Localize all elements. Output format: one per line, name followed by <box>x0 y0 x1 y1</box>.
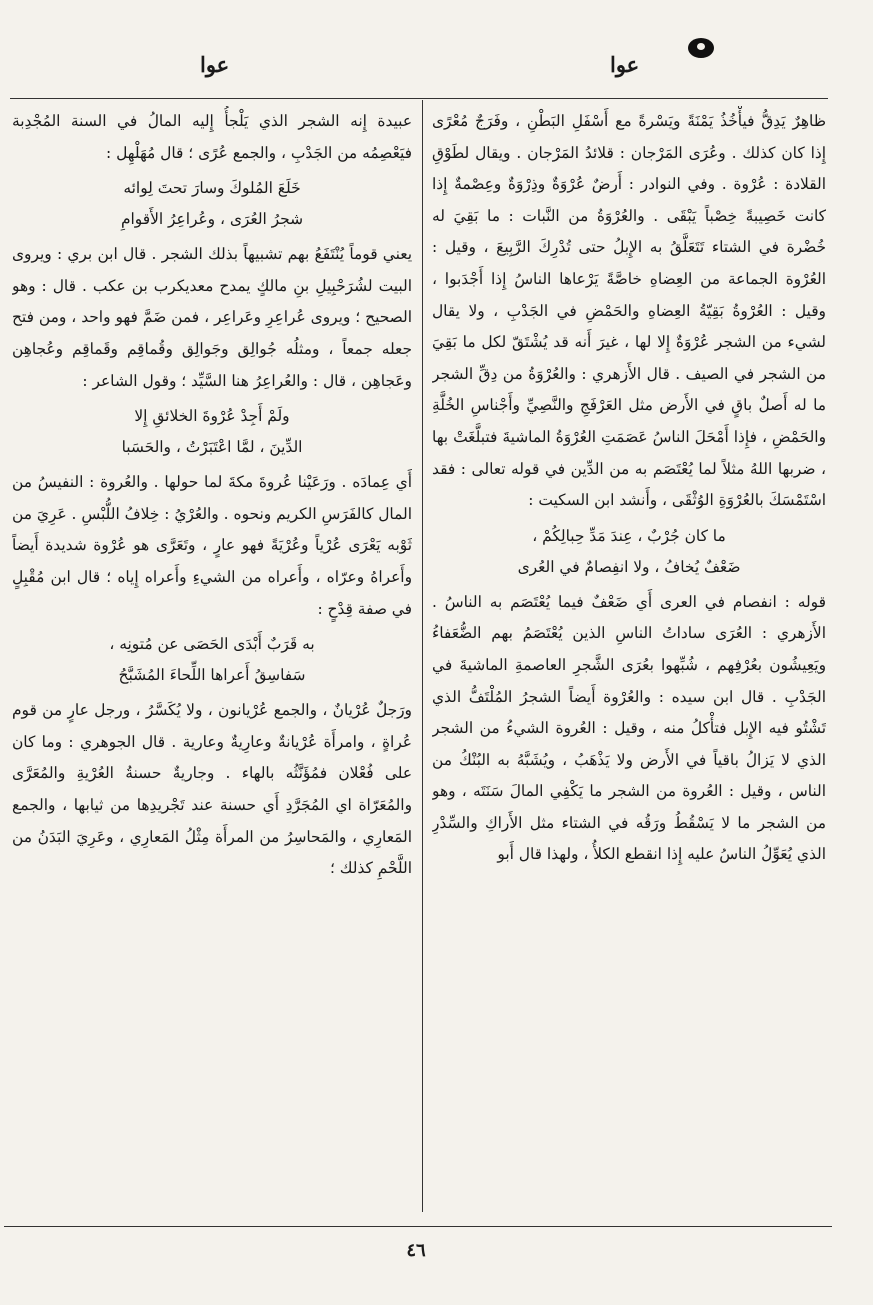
verse-block <box>12 629 412 691</box>
verse-block <box>12 173 412 235</box>
left-column <box>12 106 412 1206</box>
paragraph: قوله : انفصام في العرى أَي ضَعْفٌ فيما يُعْتَصَم به الناسُ . الأَزهري : العُرَى ساداتُ الناسِ الذين يُعْتَصَمُ بهم الضُّعَفاءُ ويَعِيشُون بعُرْفِهم ، شُبِّهوا بعُرَى الشَّجرِ العاصمةِ الماشيةَ في الجَدْبِ . قال ابن سيده : والعُرْوة أَيضاً الشجرُ المُلْتَفُّ الذي تَشْتُو فيه الإِبل فتأْكلُ منه ، وقيل : العُروة الشيءُ من الشجر الذي لا يَزالُ باقياً في الأَرض ولا يَذْهَبُ ، ويُشَبَّهُ به البُنْكُ من الناس ، وقيل : العُروة من الشجر ما يَكْفِي المالَ سَنَتَه ، وهو من الشجر ما لا يَسْقُطُ ورَقُه في الشتاء مثل الأَراكِ والسِّدْرِ الذي يُعَوِّلُ الناسُ عليه إِذا انقطع الكلأُ ، ولهذا قال أَبو <box>432 592 826 864</box>
verse-line: الدِّينَ ، لمَّا اعْتَبَرْتُ ، والحَسَبا <box>121 438 303 457</box>
verse-line: شجرُ العُرَى ، وعُراعِرُ الأَقوامِ <box>120 210 303 229</box>
verse-line: ضَعْفٌ يُخافُ ، ولا انفِصامٌ في العُرى <box>517 557 741 576</box>
running-head-right: عوا <box>610 52 640 77</box>
footer-rule <box>4 1226 832 1227</box>
paragraph: أَي عِمادَه . ورَعَيْنا عُروةَ مكةَ لما حولها . والعُروة : النفيسُ من المال كالفَرَسِ الكريم ونحوه . والعُرْيُ : خِلافُ اللُّبْسِ . عَرِيَ من ثَوْبه يَعْرَى عُرْياً وعُرْيَةً فهو عارٍ ، وتَعَرَّى هو عُرْوة شديدة أَيضاً وأَعراهُ وعرّاه ، وأَعراه من الشيءِ وأَعراه إِياه ؛ قال ابن مُقْبِلٍ في صفة قِدْحٍ : <box>12 473 412 618</box>
paragraph: عبيدة إِنه الشجر الذي يَلْجأُ إِليه المالُ في السنة المُجْدِبة فيَعْصِمُه من الجَدْبِ ، والجمع عُرًى ؛ قال مُهَلْهِل : <box>12 112 412 162</box>
verse-line: سَفاسِقُ أَعراها اللِّحاءَ المُشَبَّحُ <box>118 666 306 685</box>
verse-block <box>432 521 826 583</box>
verse-line: خَلَعَ المُلوكَ وسارَ تحتَ لِوائه <box>123 179 301 198</box>
running-head-left: عوا <box>200 52 230 77</box>
verse-block <box>12 401 412 463</box>
ink-blot-icon <box>688 38 714 58</box>
paragraph: يعني قوماً يُنْتَفَعُ بهم تشبيهاً بذلك الشجر . قال ابن بري : ويروى البيت لشُرَحْبِيلِ بنِ مالكٍ يمدح معديكرب بن عكب . قال : وهو الصحيح ؛ ويروى عُراعِرِ وعَراعِر ، فمن ضَمَّ فهو واحد ، ومن فتح جعله جمعاً ، ومثلُه جُوالِق وجَوالِق وقُماقِم وقَماقِم وعُجاهِن وعَجاهِن ، قال : والعُراعِرُ هنا السَّيِّد ؛ وقول الشاعر : <box>12 245 412 390</box>
page-number: ٤٦ <box>406 1240 426 1261</box>
verse-line: به قَرَبٌ أَبْدَى الحَصَى عن مُتونِه ، <box>109 635 315 654</box>
verse-line: ولَمْ أَجِدْ عُرْوةَ الخلائقِ إِلا <box>134 407 290 426</box>
paragraph: ظاهِرٌ يَدِقُّ فيأْخُذُ يَمْنَةً ويَسْرةً مع أَسْفَلِ البَطْنِ ، وفَرَجٌ مُعْرًى إِذا كان كذلك . وعُرَى المَرْجان : قلائدُ المَرْجان . ويقال لطَوْقِ القلادة : عُرْوة . وفي النوادر : أَرضٌ عُرْوَةٌ وذِرْوَةٌ وعِصْمةٌ إِذا كانت خَصِيبةً خِصْباً يَبْقَى . والعُرْوَةُ من النَّبات : ما بَقِيَ له خُضْرة في الشتاء تَتَعَلَّقُ به الإِبلُ حتى تُدْرِكَ الرَّبِيعَ ، وقيل : العُرْوة الجماعة من العِضاهِ خاصَّةً يَرْعاها الناسُ إِذا أَجْدَبوا ، وقيل : العُرْوةُ بَقِيّةُ العِضاهِ والحَمْضِ في الجَدْبِ ، ولا يقال لشيء من الشجر عُرْوَةٌ إِلا لها ، غيرَ أَنه قد يُشْتَقّ لكل ما بَقِيَ من الشجر في الصيف . قال الأَزهري : والعُرْوَةُ من دِقِّ الشجر ما له أَصلٌ باقٍ في الأَرض مثل العَرْفَجِ والنَّصِيِّ وأَجْناسِ الخُلَّةِ والحَمْضِ ، فإِذا أَمْحَلَ الناسُ عَصَمَتِ العُرْوَةُ الماشيةَ فتبلَّغَتْ بها ، ضربها اللهُ مثلاً لما يُعْتَصَم به من الدِّين في قوله تعالى : فقد اسْتَمْسَكَ بالعُرْوَةِ الوُثْقَى ، وأَنشد ابن السكيت : <box>432 112 826 510</box>
verse-line: ما كان جُرْبٌ ، عِندَ مَدِّ حِبالِكُمْ ، <box>532 526 726 545</box>
column-divider <box>422 100 423 1212</box>
paragraph: ورَجلٌ عُرْيانٌ ، والجمع عُرْيانون ، ولا يُكَسَّرُ ، ورجل عارٍ من قوم عُراةٍ ، وامرأَة عُرْيانةٌ وعارِيةٌ وعارية . قال الجوهري : وما كان على فُعْلان فمُؤَنَّثُه بالهاء . وجاريةٌ حسنةُ العُرْيةِ والمُعَرَّى والمُعَرّاة اي المُجَرَّدِ أَي حسنة عند تَجْريدِها من ثيابها ، والجمع المَعارِي ، والمَحاسِرُ من المرأَة مِثْلُ المَعارِي ، وعَرِيَ البَدَنُ من اللَّحْمِ كذلك ؛ <box>12 701 412 878</box>
header-rule <box>10 98 828 99</box>
right-column <box>432 106 826 1206</box>
